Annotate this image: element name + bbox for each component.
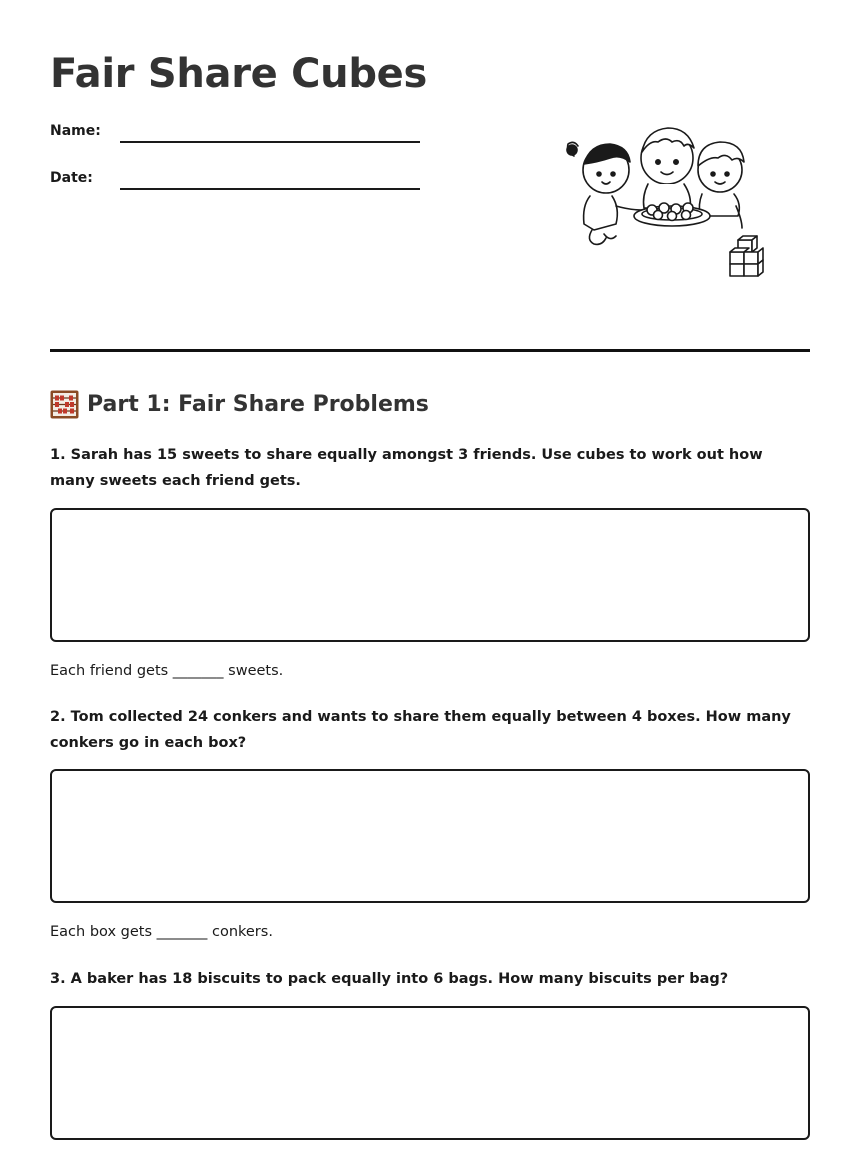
section-heading: [50, 388, 429, 420]
answer-line-2: Each box gets _______ conkers.: [50, 924, 273, 940]
question-1: 1. Sarah has 15 sweets to share equally amongst 3 friends. Use cubes to work out how many sweets each friend gets.: [50, 447, 763, 489]
answer-box-2[interactable]: [50, 769, 810, 903]
divider: [50, 349, 810, 352]
answer-box-1[interactable]: [50, 508, 810, 642]
name-label: Name:: [50, 123, 101, 139]
name-field[interactable]: [120, 141, 420, 143]
page-title: Fair Share Cubes: [50, 51, 427, 97]
answer-box-3[interactable]: [50, 1006, 810, 1140]
date-label: Date:: [50, 170, 93, 186]
date-field[interactable]: [120, 188, 420, 190]
cube-stack: [730, 236, 763, 276]
answer-line-1: Each friend gets _______ sweets.: [50, 663, 284, 679]
children-sharing-cookies-icon: [560, 122, 790, 282]
question-3: 3. A baker has 18 biscuits to pack equally into 6 bags. How many biscuits per bag?: [50, 971, 729, 987]
abacus-icon: [50, 390, 79, 419]
section-title: Part 1: Fair Share Problems: [87, 391, 429, 417]
girl-figure: [567, 142, 642, 244]
middle-boy-figure: [641, 128, 694, 208]
date-field-row: [50, 168, 420, 192]
question-2: 2. Tom collected 24 conkers and wants to share them equally between 4 boxes. How many conkers go in each box?: [50, 709, 791, 751]
name-field-row: [50, 121, 420, 145]
